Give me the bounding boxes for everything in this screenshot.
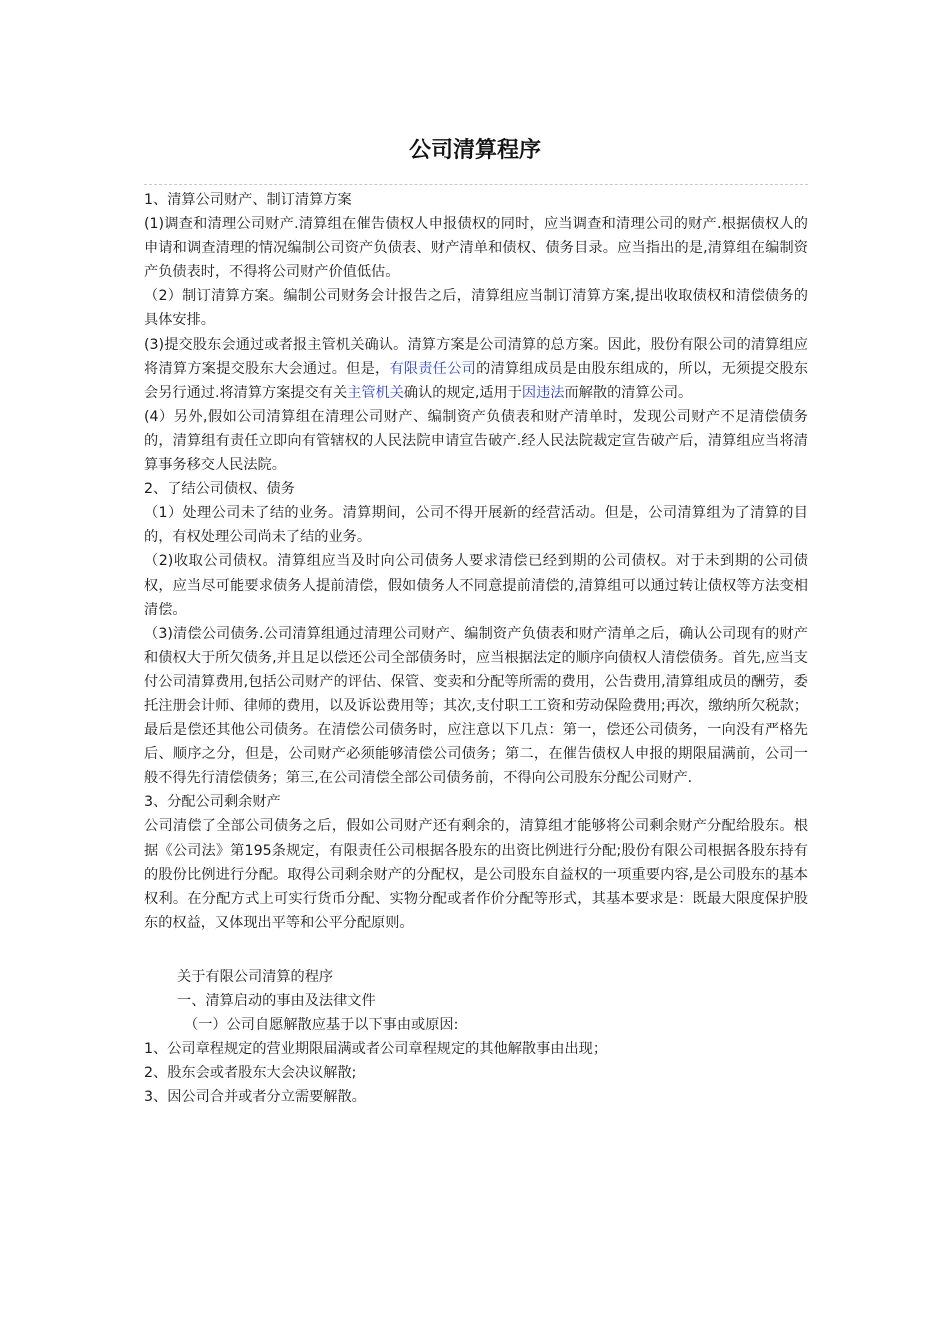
section-3-heading: 3、分配公司剩余财产 [144, 794, 281, 811]
paragraph-text: 的清算组成员是由股东组成的，所以，无须提交股东会另行通过.将清算方案提交有关 [144, 360, 808, 401]
paragraph-text: (3)提交股东会通过或者报主管机关确认。清算方案是公司清算的总方案。因此，股份有限公司的清算组应将清算方案提交股东大会通过。但是， [144, 336, 808, 377]
section-4-heading: 关于有限公司清算的程序 [177, 968, 334, 985]
section-1-heading: 1、清算公司财产、制订清算方案 [144, 192, 352, 208]
link-violation-of-law[interactable]: 因违法 [521, 384, 565, 401]
document-title: 公司清算程序 [408, 138, 541, 163]
document-body [144, 188, 808, 1109]
section-spacer [144, 935, 808, 965]
list-item: 3、因公司合并或者分立需要解散。 [144, 1089, 366, 1106]
section-2-paragraph-1: （1）处理公司未了结的业务。清算期间，公司不得开展新的经营活动。但是，公司清算组为了清算的目的，有权处理公司尚未了结的业务。 [144, 505, 808, 546]
section-4-subheading-2: （一）公司自愿解散应基于以下事由或原因: [184, 1017, 459, 1034]
section-3-paragraph-1: 公司清偿了全部公司债务之后，假如公司财产还有剩余的，清算组才能够将公司剩余财产分配给股东。根据《公司法》第195条规定，有限责任公司根据各股东的出资比例进行分配;股份有限公司根据各股东持有的股份比例进行分配。取得公司剩余财产的分配权，是公司股东自益权的一项重要内容,是公司股东的基本权利。在分配方式上可实行货币分配、实物分配或者作价分配等形式，其基本要求是：既最大限度保护股东的权益，又体现出平等和公平分配原则。 [144, 818, 808, 931]
paragraph-text: 而解散的清算公司。 [564, 384, 693, 401]
section-2-paragraph-3: （3)清偿公司债务.公司清算组通过清理公司财产、编制资产负债表和财产清单之后，确认公司现有的财产和债权大于所欠债务,并且足以偿还公司全部债务时，应当根据法定的顺序向债权人清偿债务。首先,应当支付公司清算费用,包括公司财产的评估、保管、变卖和分配等所需的费用，公告费用,清算组成员的酬劳，委托注册会计师、律师的费用，以及诉讼费用等；其次,支付职工工资和劳动保险费用;再次，缴纳所欠税款；最后是偿还其他公司债务。在清偿公司债务时，应注意以下几点：第一，偿还公司债务，一向没有严格先后、顺序之分，但是，公司财产必须能够清偿公司债务；第二，在催告债权人申报的期限届满前，公司一般不得先行清偿债务；第三,在公司清偿全部公司债务前，不得向公司股东分配公司财产. [144, 625, 808, 787]
link-limited-liability-company[interactable]: 有限责任公司 [389, 360, 477, 377]
list-item: 2、股东会或者股东大会决议解散; [144, 1065, 357, 1082]
section-1-paragraph-1: (1)调查和清理公司财产.清算组在催告债权人申报债权的同时，应当调查和清理公司的财产.根据债权人的申请和调查清理的情况编制公司资产负债表、财产清单和债权、债务目录。应当指出的是,清算组在编制资产负债表时，不得将公司财产价值低估。 [144, 216, 808, 281]
section-4-subheading-1: 一、清算启动的事由及法律文件 [177, 993, 376, 1009]
section-2-heading: 2、了结公司债权、债务 [144, 481, 295, 498]
title-divider [144, 184, 808, 185]
section-1-paragraph-2: （2）制订清算方案。编制公司财务会计报告之后，清算组应当制订清算方案,提出收取债权和清偿债务的具体安排。 [144, 288, 808, 329]
section-2-paragraph-2: （2)收取公司债权。清算组应当及时向公司债务人要求清偿已经到期的公司债权。对于未到期的公司债权，应当尽可能要求债务人提前清偿，假如债务人不同意提前清偿的,清算组可以通过转让债权等方法变相清偿。 [144, 553, 808, 618]
link-competent-authority[interactable]: 主管机关 [347, 384, 404, 401]
section-1-paragraph-4: (4）另外,假如公司清算组在清理公司财产、编制资产负债表和财产清单时，发现公司财产不足清偿债务的，清算组有责任立即向有管辖权的人民法院申请宣告破产.经人民法院裁定宣告破产后，清算组应当将清算事务移交人民法院。 [144, 408, 808, 474]
section-1-paragraph-3 [144, 333, 808, 405]
list-item: 1、公司章程规定的营业期限届满或者公司章程规定的其他解散事由出现； [144, 1041, 608, 1058]
paragraph-text: 确认的规定,适用于 [403, 384, 522, 401]
